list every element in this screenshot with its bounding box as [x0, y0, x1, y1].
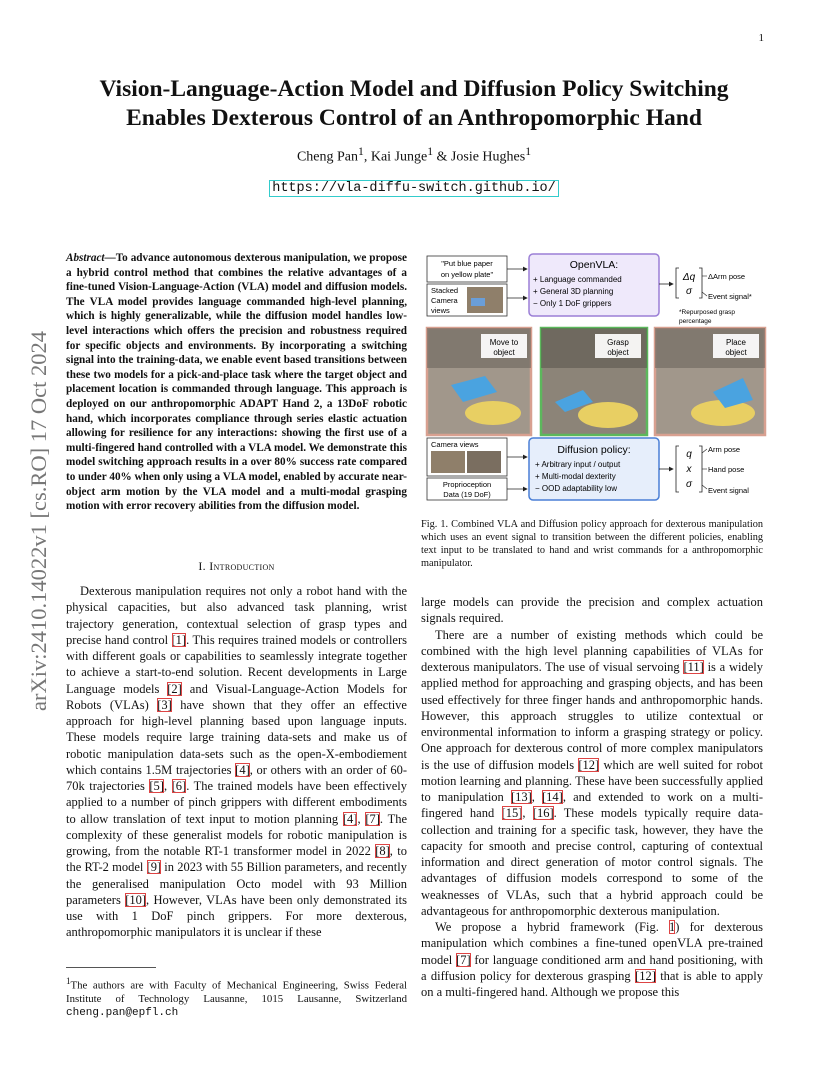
abstract: [66, 251, 407, 514]
diffusion-item-1: + Arbitrary input / output: [535, 460, 621, 469]
yellow-plate: [465, 401, 521, 425]
stacked-views-line-3: views: [431, 306, 450, 315]
stacked-views-line-2: Camera: [431, 296, 458, 305]
event-signal-star-label: Event signal*: [708, 292, 752, 301]
abstract-label: Abstract: [66, 252, 105, 264]
arm-pose-label: Arm pose: [708, 445, 741, 454]
arxiv-stamp: [14, 286, 64, 756]
diffusion-item-3: − OOD adaptability low: [535, 484, 618, 493]
paragraph-existing-methods: There are a number of existing methods which could be combined with the high level planning capabilities of VLAs for dexterous manipulators. The use of visual servoing [11] is a widely applied method for approaching and grasping objects, and has been used effectively for three finger hands and anthropomorphic hands. However, this approach struggles to utilize contextual or environmental information to inform a grasping strategy or policy. One approach for dexterous control of more complex manipulators is the use of diffusion models [12] which are well suited for robot motion learning and planning. These have been successfully applied to manipulation [13], [14], and extended to work on a multi-fingered hand [15], [16]. These models typically require data-collection and training for a specific task, however, they have the capacity for smooth and precise control, capturing of contextual information and direct generation of motor control signals. The advantages of diffusion models correspond to some of the weaknesses of VLAs, such that a hybrid approach could be advantageous for anthropomorphic dexterous manipulation.: [421, 627, 764, 918]
figure-1: [423, 250, 769, 502]
section-heading: [66, 559, 407, 574]
proprio-line-1: Proprioception: [442, 480, 492, 489]
footnote: $^1$The authors are with Faculty of Mechanical Engineering, Swiss Federal Institute of Technology Lausanne, 1015 Lausanne, Switzerland cheng.pan@epfl.ch: [66, 976, 407, 1019]
paragraph-proposal: We propose a hybrid framework (Fig. 1) for dexterous manipulation which combines a fine-tuned openVLA pre-trained model [7] for language conditioned arm and hand positioning, with a diffusion policy for dexterous grasping [12] that is able to apply on a multi-fingered hand. Although we propose this: [421, 920, 764, 999]
photo-label-move-2: object: [493, 348, 515, 357]
openvla-item-3: − Only 1 DoF grippers: [533, 299, 612, 308]
arxiv-id: arXiv:2410.14022v1 [cs.RO] 17 Oct 2024: [26, 331, 51, 711]
repurposed-note-2: percentage: [679, 318, 712, 325]
repurposed-note-1: *Repurposed grasp: [679, 309, 736, 316]
footnote-divider: [66, 967, 156, 968]
author-list: Cheng Pan$^1$, Kai Junge$^1$ & Josie Hughes$^1$: [296, 145, 532, 165]
project-url-line: [0, 178, 828, 196]
photo-label-grasp-1: Grasp: [607, 338, 629, 347]
section-heading-text: I. Introduction: [198, 559, 275, 573]
proprio-line-2: Data (19 DoF): [443, 490, 491, 499]
openvla-item-2: + General 3D planning: [533, 287, 614, 296]
hand-pose-label: Hand pose: [708, 465, 745, 474]
photo-label-move-1: Move to: [489, 338, 519, 347]
introduction-body: [66, 583, 407, 941]
camera-views-label: Camera views: [431, 440, 479, 449]
stacked-views-line-1: Stacked: [431, 286, 459, 295]
photo-label-place-2: object: [725, 348, 747, 357]
prompt-line-1: "Put blue paper: [441, 259, 493, 268]
q-symbol: q: [686, 449, 692, 460]
arm-pose-delta-label: ΔArm pose: [708, 272, 746, 281]
project-url-link[interactable]: https://vla-diffu-switch.github.io/: [269, 180, 559, 197]
abstract-text: —To advance autonomous dexterous manipulation, we propose a hybrid control method that combines the relative advantages of a fine-tuned Vision-Language-Action (VLA) model and diffusion models. The VLA model provides language commanded high-level planning, which is highly generalizable, while the diffusion model handles low-level interactions which offers the precision and robustness required for specific objects and environments. By incorporating a switching signal into the training-data, we enable event based transitions between these two models for a pick-and-place task where the target object and placement location is commanded through language. This approach is deployed on our anthropomorphic ADAPT Hand 2, a 13DoF robotic hand, which incorporates compliance through series elastic actuation allowing for resilience for any interactions: showing the first use of a multi-fingered hand controlled with a VLA model. We demonstrate this model switching approach results in a over 80% success rate compared to under 40% when only using a VLA model, enabled by accurate near-object arm motion by the VLA model and a multi-modal grasping motion with error recovery abilities from the diffusion model.: [66, 252, 407, 513]
event-signal-label: Event signal: [708, 486, 749, 495]
figure-caption: Fig. 1. Combined VLA and Diffusion policy approach for dexterous manipulation which uses an event signal to transition between the different policies, enabling text input to be translated to hand and wrist commands for a anthropomorphic manipulator.: [421, 519, 763, 569]
photo-label-grasp-2: object: [607, 348, 629, 357]
page-number: 1: [758, 32, 764, 44]
photo-label-place-1: Place: [725, 338, 747, 347]
right-column-body: [421, 594, 763, 1000]
sigma-symbol: σ: [685, 286, 693, 297]
intro-paragraph: Dexterous manipulation requires not only a robot hand with the physical capacities, but also advanced task planning, wrist trajectory generation, contextual selection of grasp types and precise hand control [1]. This requires trained models or controllers with different goals or capabilities to seamlessly integrate together to achieve a start-to-end solution. Recent developments in Large Language models [2] and Visual-Language-Action Models for Robots (VLAs) [3] have shown that they offer an effective approach for high-level planning based upon language inputs. These models require large training data-sets and make us of robotic manipulation data-sets such as the open-X-embodiement which contains 1.5M trajectories [4], or others with an order of 60-70k trajectories [5], [6]. The trained models have been effectively applied to a number of pinch grippers with different embodiments to allow translation of text input to motion planning [4], [7]. The complexity of these generalist models for robotic manipulation is growing, from the notable RT-1 transformer model in 2022 [8], to the RT-2 model [9] in 2023 with 55 Billion parameters, and recently the generalised manipulation Octo model with 93 Million parameters [10], However, VLAs have been only demonstrated its use with 1 DoF pinch grippers. For more dexterous, anthropomorphic manipulators it is unclear if these: [66, 584, 408, 940]
delta-q-symbol: Δq: [682, 272, 696, 283]
diffusion-title: Diffusion policy:: [557, 444, 631, 456]
paper-title: Vision-Language-Action Model and Diffusion Policy Switching Enables Dexterous Control of an Anthropomorphic Hand: [99, 76, 729, 131]
prompt-line-2: on yellow plate": [440, 270, 494, 279]
x-symbol: x: [686, 464, 692, 475]
diffusion-item-2: + Multi-modal dexterity: [535, 472, 616, 481]
openvla-title: OpenVLA:: [569, 259, 619, 271]
paragraph-continuation: large models can provide the precision and complex actuation signals required.: [421, 595, 763, 626]
sigma-out-symbol: σ: [685, 479, 693, 490]
openvla-item-1: + Language commanded: [533, 275, 622, 284]
